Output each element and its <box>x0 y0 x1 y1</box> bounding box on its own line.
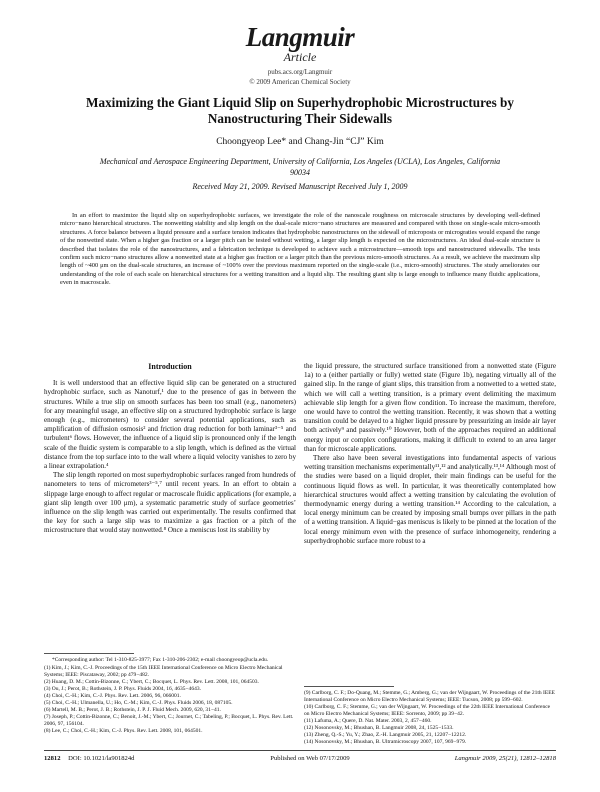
journal-logo: Langmuir <box>245 22 355 52</box>
footnotes-left <box>44 657 296 735</box>
copyright-notice: © 2009 American Chemical Society <box>249 78 351 86</box>
author-list: Choongyeop Lee* and Chang-Jin “CJ” Kim <box>216 137 384 147</box>
received-dates: Received May 21, 2009. Revised Manuscript Received July 1, 2009 <box>192 182 408 191</box>
body-paragraph: It is well understood that an effective liquid slip can be generated on a structured hydrophobic surface, such as Nanoturf,¹ due to the presence of gas in between the structures. While a true slip on smooth surfaces has been too small (e.g., nanometers) for any meaningful usage, an effective slip on a structured hydrophobic surface is large enough (e.g., micrometers) to consider several potential applications, such as amplification of diffusion osmosis² and friction drag reduction for both laminar³⁻⁵ and turbulent⁶ flows. However, the influence of a liquid slip is pronounced only if the length scale of the fluidic system is comparable to a slip length, which is defined as the virtual distance from the top surface into to the wall where a liquid velocity vanishes to zero by a linear extrapolation.⁴ <box>44 379 296 471</box>
article-title: Maximizing the Giant Liquid Slip on Superhydrophobic Microstructures by Nanostructuring Their Sidewalls <box>86 95 514 126</box>
author-affiliation: Mechanical and Aerospace Engineering Department, University of California, Los Angeles (UCLA), Los Angeles, California 90034 <box>99 157 501 177</box>
reference-item: (3) Ou, J.; Perot, B.; Rothstein, J. P. Phys. Fluids 2004, 16, 4635−4643. <box>44 686 201 692</box>
article-type-label: Article <box>283 50 317 64</box>
section-heading-introduction: Introduction <box>148 362 192 371</box>
journal-url[interactable]: pubs.acs.org/Langmuir <box>267 68 333 76</box>
reference-item: (13) Zheng, Q.-S.; Yu, Y.; Zhao, Z.-H. Langmuir 2005, 21, 12207−12212. <box>304 732 467 738</box>
body-column-left <box>44 362 296 536</box>
reference-item: (8) Lee, C.; Choi, C.-H.; Kim, C.-J. Phys. Rev. Lett. 2008, 101, 064501. <box>44 728 203 734</box>
corresponding-author-note: *Corresponding author: Tel 1-310-825-3977; Fax 1-310-206-2302; e-mail choongyeop@ucla.edu. <box>52 657 269 663</box>
reference-item: (2) Huang, D. M.; Cottin-Bizonne, C.; Ybert, C.; Bocquet, L. Phys. Rev. Lett. 2008, 101, 064503. <box>44 679 259 685</box>
abstract: In an effort to maximize the liquid slip on superhydrophobic surfaces, we investigate the role of the nanoscale roughness on microscale structures by developing well-defined micro−nano hierarchical structures. The nonwetting stability and slip length on the dual-scale micro−nano structures are measured and compared with those on single-scale micro-smooth structures. A force balance between a liquid pressure and a surface tension indicates that hydrophobic nanostructures on the sidewall of microposts or micrograties would expand the range of the nonwetted state. When a higher gas fraction or a larger pitch can be tested without wetting, a larger slip length is expected on the microstructures. An ideal dual-scale structure is described that isolates the role of the nanostructures, and a fabrication technique is developed to achieve such a microstructure—smooth tops and nanostructured sidewalls. The tests confirm such micro−nano structures allow a nonwetted state at a higher gas fraction or a larger pitch than the previous micro-smooth structures. As a result, we achieve the maximum slip length of ~400 μm on the dual-scale structures, an increase of ~100% over the previous maximum reported on the single-scale (i.e., micro-smooth) structures. The study ameliorates our understanding of the role of each scale on hierarchical structures for a wetting transition and a liquid slip. The resulting giant slip is large enough to influence many fluidic applications, even in macroscale. <box>60 212 540 287</box>
journal-citation: Langmuir 2009, 25(21), 12812–12818 <box>454 755 556 762</box>
publication-date: Published on Web 07/17/2009 <box>270 755 350 762</box>
footnote-divider-right <box>304 686 394 687</box>
footer-divider <box>44 750 556 751</box>
reference-item: (12) Nosonovsky, M.; Bhushan, B. Langmuir 2008, 24, 1525−1533. <box>304 725 454 731</box>
reference-item: (5) Choi, C.-H.; Ulmanella, U.; Ho, C.-M.; Kim, C.-J. Phys. Fluids 2006, 18, 087105. <box>44 700 233 706</box>
reference-item: (7) Joseph, P.; Cottin-Bizonne, C.; Benoit, J.-M.; Ybert, C.; Journet, C.; Tabeling, P.; Bocquet, L. Phys. Rev. Lett. 2006, 97, 156104. <box>44 714 294 727</box>
reference-item: (11) Lafuma, A.; Quere, D. Nat. Mater. 2003, 2, 457−460. <box>304 718 432 724</box>
body-paragraph: the liquid pressure, the structured surface transitioned from a nonwetted state (Figure 1a) to a (either partially or fully) wetted state (Figure 1b), negating virtually all of the gained slip. In the range of giant slips, this transition from a nonwetted to a wetted state, which we will call a wetting transition, is a primary event delimiting the maximum achievable slip length for a given flow condition. To increase the maximum, therefore, one would have to control the wetting transition. Recently, it was shown that a wetting transition could be delayed to a higher liquid pressure by pressurizing an inside air layer both actively⁹ and passively.¹⁰ However, both of the approaches required an additional energy input or complex configurations, making it difficult to extend to an area larger than for microscale applications. <box>304 362 556 453</box>
reference-item: (9) Carlborg, C. F.; Do-Quang, M.; Stemme, G.; Amberg, G.; van der Wijngaart, W. Proceedings of the 21th IEEE International Conference on Micro Electro Mechanical Systems; IEEE: Tucson, 2008; pp 599−602. <box>304 690 555 703</box>
reference-item: (4) Choi, C.-H.; Kim, C.-J. Phys. Rev. Lett. 2006, 96, 066001. <box>44 693 181 699</box>
body-paragraph: There also have been several investigations into fundamental aspects of various wetting transition mechanisms experimentally¹¹,¹² and analytically.¹³,¹⁴ Although most of the studies were based on a liquid droplet, their main findings can be useful for the continuous liquid flows as well. In particular, it was theoretically contemplated how hierarchical structures would affect a wetting transition by calculating the evolution of thermodynamic energy during a wetting transition.¹⁴ According to the calculation, a local energy minimum can be created by imposing small bumps over pillars in the path of a wetting transition. A liquid−gas meniscus is likely to be pinned at the location of the local energy minimum even with the presence of surface inhomogeneity, rendering a superhydrophobic surface more robust to a <box>304 454 556 545</box>
footnote-divider-left <box>44 653 134 654</box>
body-paragraph: The slip length reported on most superhydrophobic surfaces ranged from hundreds of nanometers to tens of micrometers³⁻⁵,⁷ until recent years. In an effort to obtain a slippage large enough to affect regular or macroscale fluidic applications (for example, a giant slip length over 100 μm), a systematic parametric study of surface geometries’ influence on the slip length was carried out experimentally. The results confirmed that the key for such a large slip was to maximize a gas fraction or a pitch of the microstructure that would stay nonwetted.⁸ Once a meniscus lost its stability by <box>44 471 296 535</box>
reference-item: (6) Martell, M. B.; Perot, J. B.; Rothstein, J. P. J. Fluid Mech. 2009, 620, 31−41. <box>44 707 221 713</box>
page-number: 12812 <box>44 755 61 762</box>
reference-item: (14) Nosonovsky, M.; Bhushan, B. Ultramicroscopy 2007, 107, 969−979. <box>304 739 467 745</box>
body-column-right <box>304 362 556 546</box>
reference-item: (10) Carlborg, C. F.; Stemme, G.; van der Wijngaart, W. Proceedings of the 22th IEEE International Conference on Micro Electro Mechanical Systems; IEEE: Sorrento, 2009; pp 39−42. <box>304 704 551 717</box>
footnotes-right <box>304 690 556 746</box>
reference-item: (1) Kim, J.; Kim, C.-J. Proceedings of the 15th IEEE International Conference on Micro Electro Mechanical Systems; IEEE: Piscataway, 2002; pp 479−482. <box>44 665 283 678</box>
footer-left <box>44 755 134 762</box>
doi-link[interactable]: DOI: 10.1021/la901824d <box>68 755 135 762</box>
